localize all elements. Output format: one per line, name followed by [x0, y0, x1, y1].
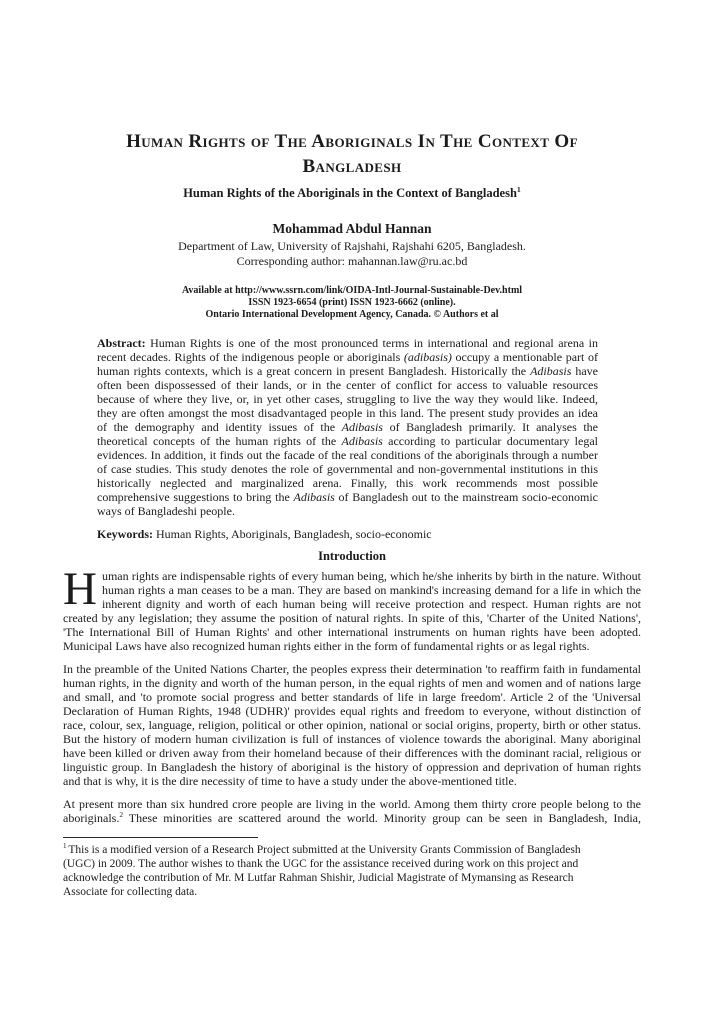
keywords-line: Keywords: Human Rights, Aboriginals, Bangladesh, socio-economic [97, 527, 432, 541]
author-affiliation: Department of Law, University of Rajshahi, Rajshahi 6205, Bangladesh. [178, 239, 526, 253]
footnote-text: $^1$ This is a modified version of a Research Project submitted at the University Grants Commission of Bangladesh (UGC) in 2009. The author wishes to thank the UGC for the assistance received during work on this project and acknowledge the contribution of Mr. M Lutfar Rahman Shishir, Judicial Magistrate of Mymansing as Research Associate for collecting data. [63, 842, 581, 898]
intro-paragraph-text: uman rights are indispensable rights of every human being, which he/she inherits by birth in the nature. Without human rights a man ceases to be a man. They are based on mankind's increasing demand for a life in which the inherent dignity and worth of each human being will receive protection and respect. Human rights are not created by any legislation; they assume the position of natural rights. In spite of this, 'Charter of the United Nations', 'The International Bill of Human Rights' and other international instruments on human rights have been adopted. Municipal Laws have also recognized human rights either in the form of fundamental rights or as legal rights. [63, 569, 641, 653]
intro-paragraph [63, 563, 641, 653]
body-paragraph-2: In the preamble of the United Nations Charter, the peoples express their determination 'to reaffirm faith in fundamental human rights, in the dignity and worth of the human person, in the equal rights of men and women and of nations large and small, and 'to promote social progress and better standards of life in large freedom'. Article 2 of the 'Universal Declaration of Human Rights, 1948 (UDHR)' provides equal rights and freedom to everyone, without distinction of race, colour, sex, language, religion, political or other opinion, national or social origins, property, birth or other status. But the history of modern human civilization is full of instances of violence towards the aboriginal. Many aboriginal have been killed or driven away from their homeland because of their differences with the dominant racial, religious or linguistic group. In Bangladesh the history of aboriginal is the history of oppression and deprivation of human rights and that is why, it is the dire necessity of time to have a study under the above-mentioned title. [63, 662, 641, 788]
corresponding-author: Corresponding author: mahannan.law@ru.ac.bd [236, 254, 468, 268]
availability-url: Available at http://www.ssrn.com/link/OIDA-Intl-Journal-Sustainable-Dev.html [181, 285, 523, 296]
availability-block [63, 285, 641, 321]
section-heading-introduction: Introduction [318, 549, 386, 563]
publisher-line: Ontario International Development Agency, Canada. © Authors et al [205, 309, 499, 320]
abstract-paragraph: Abstract: Human Rights is one of the most pronounced terms in international and regional arena in recent decades. Rights of the indigenous people or aboriginals (adibasis) occupy a mentionable part of human rights contexts, which is a great concern in present Bangladesh. Historically the Adibasis have often been dispossessed of their lands, or in the center of conflict for access to valuable resources because of where they live, or, in yet other cases, struggling to live the way they would like. Indeed, they are often amongst the most disadvantaged people in this land. The present study provides an idea of the demography and identity issues of the Adibasis of Bangladesh primarily. It analyses the theoretical concepts of the human rights of the Adibasis according to particular documentary legal evidences. In addition, it finds out the facade of the real conditions of the aboriginals through a number of case studies. This study denotes the role of governmental and non-governmental institutions in this historically neglected and marginalized arena. Finally, this work recommends most possible comprehensive suggestions to bring the Adibasis of Bangladesh out to the mainstream socio-economic ways of Bangladeshi people. [97, 336, 599, 518]
author-name: Mohammad Abdul Hannan [272, 221, 432, 236]
author-block [63, 221, 641, 268]
footnote-separator-rule [63, 837, 258, 838]
dropcap-letter: H [63, 563, 97, 615]
paper-title [63, 129, 641, 179]
issn-line: ISSN 1923-6654 (print) ISSN 1923-6662 (online). [248, 297, 456, 308]
paper-title-line1: Human Rights of The Aboriginals In The Context Of [126, 131, 578, 152]
body-paragraph-3: At present more than six hundred crore people are living in the world. Among them thirty crore people belong to the aboriginals.$^2$ These minorities are scattered around the world. Minority group can be seen in Bangladesh, India, [63, 797, 641, 825]
paper-title-line2: Bangladesh [302, 156, 402, 177]
paper-subtitle: Human Rights of the Aboriginals in the Context of Bangladesh$^1$ [183, 184, 521, 200]
